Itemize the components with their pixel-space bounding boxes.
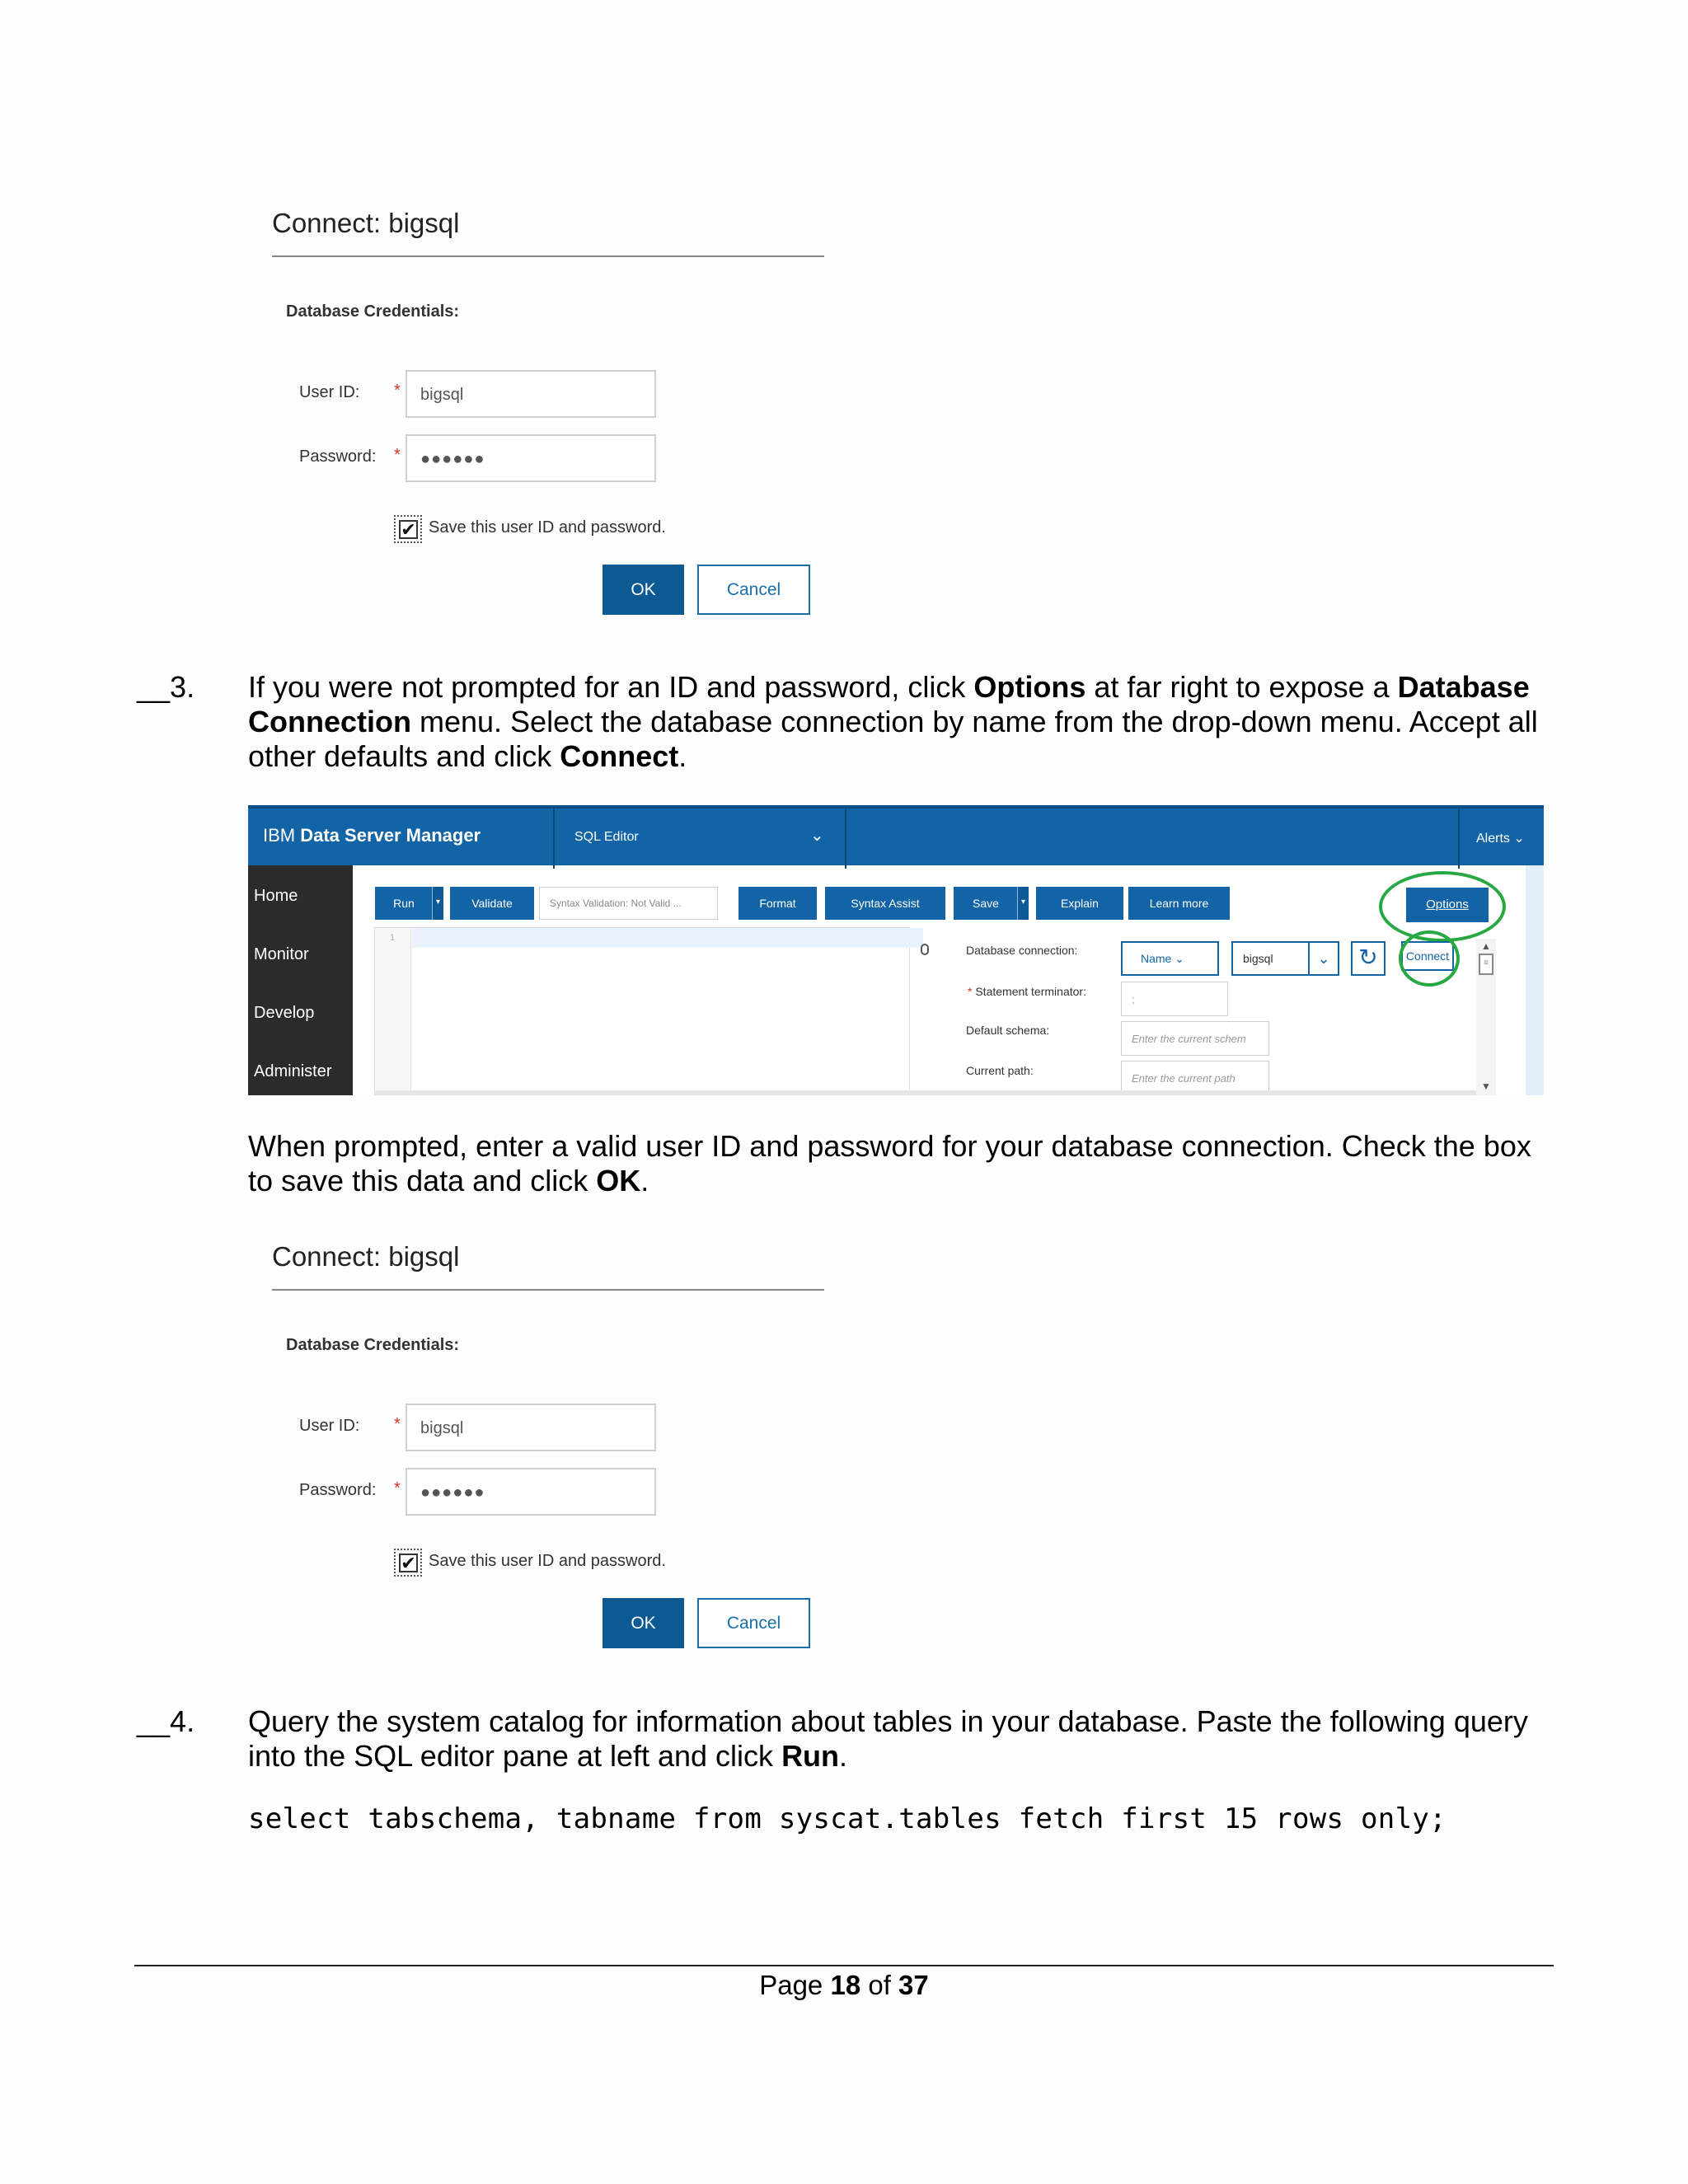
user-id-field[interactable]: bigsql: [406, 370, 656, 418]
save-credentials-checkbox[interactable]: [394, 1549, 422, 1577]
pane-resize-handle[interactable]: [921, 944, 929, 955]
header-divider: [1458, 808, 1460, 869]
dialog-title: Connect: bigsql: [272, 208, 460, 238]
connect-dialog: [272, 208, 832, 599]
run-button[interactable]: Run: [375, 887, 433, 920]
user-id-label: User ID:: [299, 383, 360, 401]
explain-button[interactable]: Explain: [1036, 887, 1123, 920]
horizontal-scrollbar[interactable]: [374, 1090, 1476, 1095]
ok-button[interactable]: OK: [603, 1598, 684, 1648]
dialog-divider: [272, 1289, 824, 1291]
password-label: Password:: [299, 448, 377, 466]
required-marker: *: [394, 446, 401, 464]
default-schema-label: Default schema:: [966, 1024, 1050, 1037]
save-credentials-checkbox[interactable]: [394, 515, 422, 543]
terminator-input[interactable]: ;: [1121, 982, 1228, 1016]
nav-item-home[interactable]: Home: [254, 887, 298, 905]
save-credentials-label: Save this user ID and password.: [429, 518, 666, 537]
highlight-circle: [1399, 930, 1460, 987]
sql-query-code: select tabschema, tabname from syscat.tables fetch first 15 rows only;: [248, 1802, 1447, 1835]
save-button[interactable]: Save: [954, 887, 1018, 920]
required-marker: *: [394, 1479, 401, 1497]
run-dropdown-icon[interactable]: ▾: [432, 887, 443, 920]
name-select[interactable]: Name ⌄: [1121, 941, 1219, 976]
scroll-up-icon[interactable]: ▲: [1481, 940, 1491, 952]
line-number: 1: [390, 933, 396, 943]
default-schema-input[interactable]: Enter the current schem: [1121, 1021, 1269, 1056]
db-connection-label: Database connection:: [966, 944, 1078, 957]
user-id-label: User ID:: [299, 1417, 360, 1435]
user-id-field[interactable]: bigsql: [406, 1404, 656, 1451]
step-number: __3.: [137, 670, 195, 704]
validate-button[interactable]: Validate: [450, 887, 534, 920]
connection-select[interactable]: bigsql ⌄: [1231, 941, 1339, 976]
app-brand: IBM Data Server Manager: [263, 825, 481, 846]
page-footer: Page 18 of 37: [759, 1970, 929, 2000]
alerts-menu[interactable]: Alerts ⌄: [1476, 832, 1525, 846]
current-line-highlight: [412, 928, 923, 948]
dialog-title: Connect: bigsql: [272, 1241, 460, 1272]
required-marker: *: [394, 382, 401, 400]
connect-dialog: [272, 1241, 832, 1633]
header-divider: [845, 808, 846, 869]
required-marker: *: [394, 1415, 401, 1433]
options-button[interactable]: Options: [1406, 888, 1489, 922]
current-path-label: Current path:: [966, 1064, 1034, 1077]
credentials-heading: Database Credentials:: [286, 302, 460, 321]
panel-edge: [1526, 865, 1544, 1095]
prompt-instructions: When prompted, enter a valid user ID and password for your database connection. Check the box to save this data and click OK.: [248, 1129, 1531, 1197]
scroll-down-icon[interactable]: ▼: [1481, 1080, 1491, 1092]
password-label: Password:: [299, 1481, 377, 1499]
refresh-icon[interactable]: ↻: [1351, 941, 1386, 976]
current-path-input[interactable]: Enter the current path: [1121, 1061, 1269, 1095]
step3-text: If you were not prompted for an ID and password, click Options at far right to expose a Database Connection menu. Select the database connection by name from the drop-down menu. Accept all other defaults and click Connect.: [248, 670, 1538, 773]
checkmark-icon: ✔: [399, 520, 418, 539]
ok-button[interactable]: OK: [603, 565, 684, 615]
chevron-down-icon[interactable]: ⌄: [810, 827, 824, 845]
cancel-button[interactable]: Cancel: [697, 565, 810, 615]
cancel-button[interactable]: Cancel: [697, 1598, 810, 1648]
syntax-assist-button[interactable]: Syntax Assist: [825, 887, 945, 920]
scroll-thumb[interactable]: ≡: [1479, 954, 1493, 975]
save-dropdown-icon[interactable]: ▾: [1017, 887, 1029, 920]
sql-editor-pane[interactable]: [374, 927, 910, 1095]
nav-item-monitor[interactable]: Monitor: [254, 945, 309, 963]
validation-status: Syntax Validation: Not Valid ...: [539, 887, 718, 920]
footer-divider: [134, 1965, 1554, 1966]
header-divider: [553, 808, 555, 869]
password-field[interactable]: ●●●●●●: [406, 434, 656, 482]
dialog-divider: [272, 255, 824, 257]
tab-sql-editor[interactable]: SQL Editor: [574, 830, 639, 844]
password-field[interactable]: ●●●●●●: [406, 1468, 656, 1516]
checkmark-icon: ✔: [399, 1554, 418, 1572]
app-header: [248, 805, 1544, 865]
terminator-label: * Statement terminator:: [968, 985, 1086, 998]
step-number: __4.: [137, 1704, 195, 1738]
save-credentials-label: Save this user ID and password.: [429, 1552, 666, 1570]
nav-item-administer[interactable]: Administer: [254, 1062, 332, 1080]
learn-more-button[interactable]: Learn more: [1128, 887, 1230, 920]
chevron-down-icon[interactable]: ⌄: [1308, 943, 1338, 974]
line-number-gutter: [375, 928, 411, 1095]
side-navigation: [248, 865, 353, 1095]
dsm-screenshot: [248, 805, 1544, 1095]
chevron-down-icon: ⌄: [1175, 952, 1184, 965]
options-scrollbar[interactable]: [1476, 939, 1496, 1095]
step4-text: Query the system catalog for information about tables in your database. Paste the following query into the SQL editor pane at left and click Run.: [248, 1704, 1528, 1773]
credentials-heading: Database Credentials:: [286, 1336, 460, 1354]
nav-item-develop[interactable]: Develop: [254, 1004, 315, 1022]
format-button[interactable]: Format: [738, 887, 817, 920]
connect-button[interactable]: Connect: [1401, 941, 1454, 971]
highlight-circle: [1379, 871, 1506, 942]
